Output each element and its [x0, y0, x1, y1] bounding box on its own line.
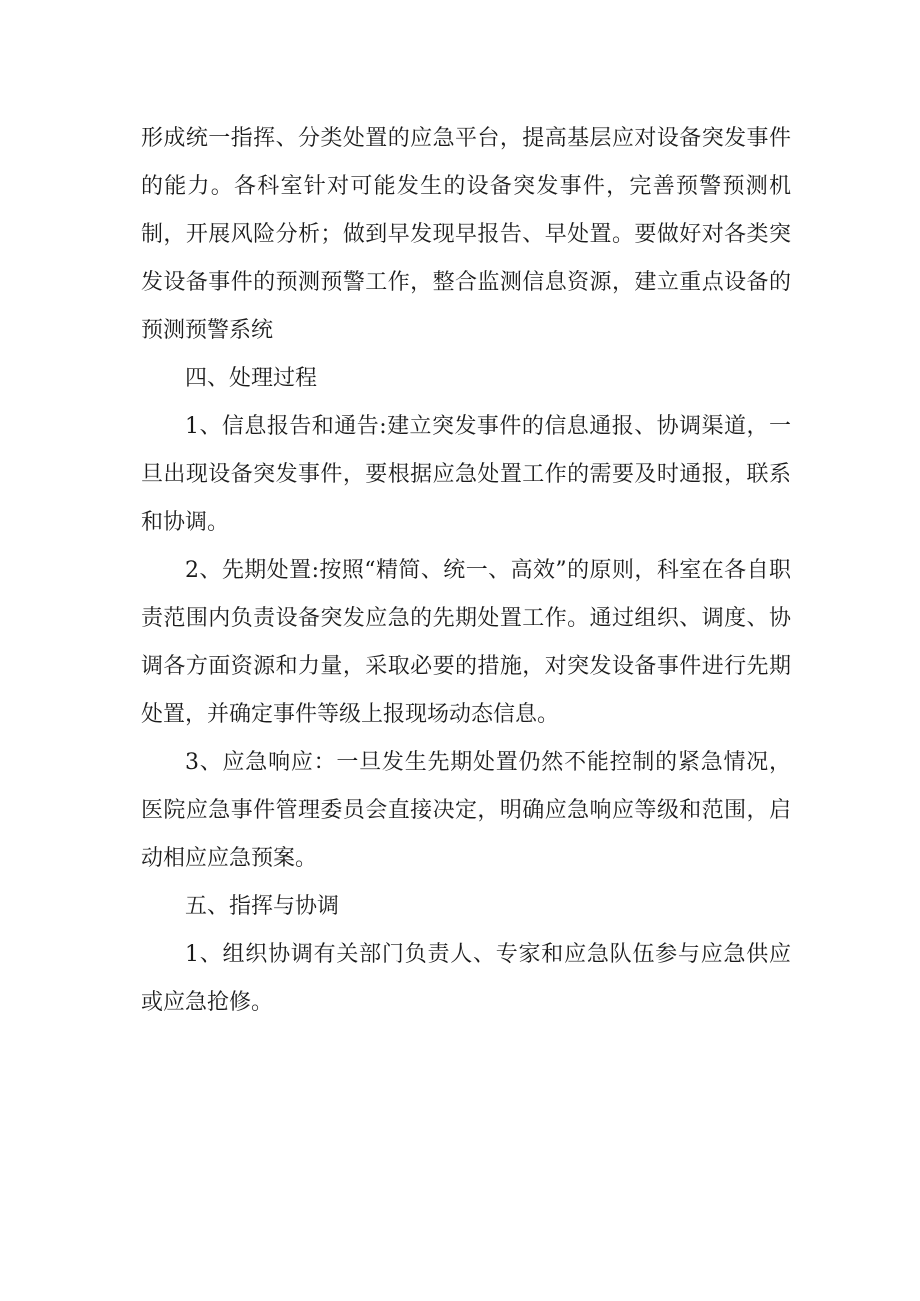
paragraph-info-report: 1、信息报告和通告:建立突发事件的信息通报、协调渠道，一旦出现设备突发事件，要根据应急处置工作的需要及时通报，联系和协调。 — [141, 414, 791, 535]
paragraph-continuation: 形成统一指挥、分类处置的应急平台，提高基层应对设备突发事件的能力。各科室针对可能发生的设备突发事件，完善预警预测机制，开展风险分析；做到早发现早报告、早处置。要做好对各类突发设备事件的预测预警工作，整合监测信息资源，建立重点设备的预测预警系统 — [141, 126, 791, 343]
paragraph-coordination: 1、组织协调有关部门负责人、专家和应急队伍参与应急供应或应急抢修。 — [141, 942, 791, 1015]
paragraph-emergency-response: 3、应急响应：一旦发生先期处置仍然不能控制的紧急情况，医院应急事件管理委员会直接决定，明确应急响应等级和范围，启动相应应急预案。 — [141, 750, 791, 871]
section-heading-processing: 四、处理过程 — [185, 366, 318, 391]
document-body — [141, 115, 791, 1027]
paragraph-initial-handling: 2、先期处置:按照“精简、统一、高效”的原则，科室在各自职责范围内负责设备突发应急的先期处置工作。通过组织、调度、协调各方面资源和力量，采取必要的措施，对突发设备事件进行先期处置，并确定事件等级上报现场动态信息。 — [141, 558, 791, 727]
section-heading-command: 五、指挥与协调 — [185, 894, 340, 919]
